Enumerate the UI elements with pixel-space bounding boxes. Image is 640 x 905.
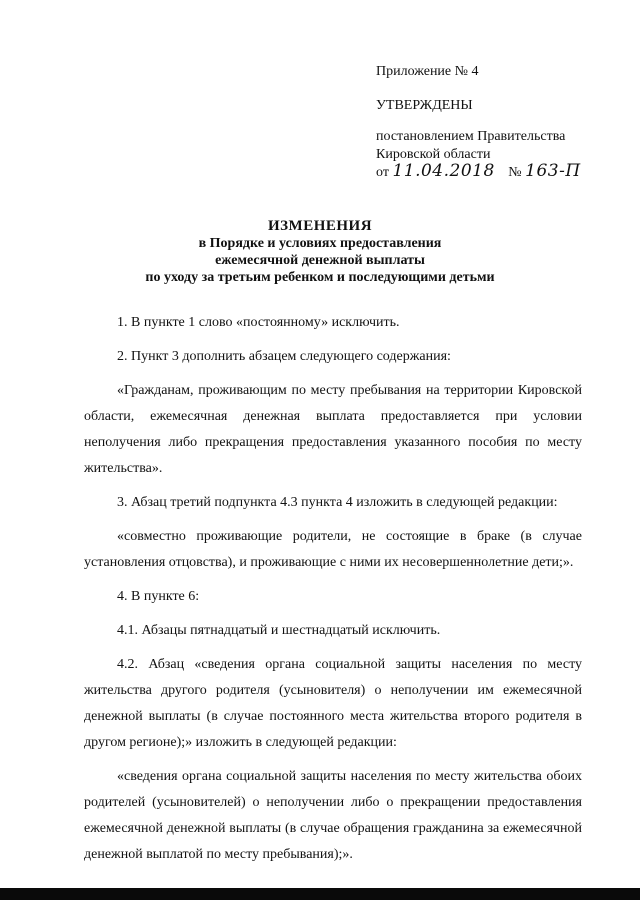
approval-date-line	[376, 162, 581, 182]
scan-edge-bar	[0, 888, 640, 900]
handwritten-date: 11.04.2018	[392, 161, 495, 181]
paragraph-8: 4.2. Абзац «сведения органа социальной защиты населения по месту жительства другого родителя (усыновителя) о неполучении им ежемесячной денежной выплаты (в случае постоянного места жительства второго родителя в другом регионе);» изложить в следующей редакции:	[84, 657, 582, 750]
title-heading: ИЗМЕНЕНИЯ	[267, 218, 373, 234]
date-prefix: от	[376, 165, 389, 180]
appendix-number: Приложение № 4	[376, 64, 479, 79]
paragraph-1: 1. В пункте 1 слово «постоянному» исключить.	[117, 315, 400, 330]
paragraph-2: 2. Пункт 3 дополнить абзацем следующего содержания:	[117, 349, 451, 364]
approved-by-line1: постановлением Правительства	[376, 129, 566, 144]
approved-by-line2: Кировской области	[376, 147, 491, 162]
handwritten-number: 163-П	[525, 161, 581, 181]
paragraph-5: «совместно проживающие родители, не состоящие в браке (в случае установления отцовства), и проживающие с ними их несовершеннолетние дети;».	[84, 529, 582, 570]
title-line-1: в Порядке и условиях предоставления	[198, 236, 442, 251]
approved-label: УТВЕРЖДЕНЫ	[376, 98, 473, 113]
document-body	[84, 310, 582, 876]
title-line-2: ежемесячной денежной выплаты	[215, 253, 425, 268]
paragraph-3: «Гражданам, проживающим по месту пребывания на территории Кировской области, ежемесячная денежная выплата предоставляется при условии неполучения либо прекращения предоставления указанного пособия по месту жительства».	[84, 383, 582, 476]
paragraph-4: 3. Абзац третий подпункта 4.3 пункта 4 изложить в следующей редакции:	[117, 495, 558, 510]
title-line-3: по уходу за третьим ребенком и последующими детьми	[145, 270, 495, 285]
paragraph-9: «сведения органа социальной защиты населения по месту жительства обоих родителей (усыновителей) о неполучении либо о прекращении предоставления ежемесячной денежной выплаты (в случае обращения гражданина за ежемесячной денежной выплатой по месту пребывания);».	[84, 769, 582, 862]
paragraph-7: 4.1. Абзацы пятнадцатый и шестнадцатый исключить.	[117, 623, 441, 638]
paragraph-6: 4. В пункте 6:	[117, 589, 200, 604]
number-prefix: №	[508, 165, 522, 180]
document-title	[60, 217, 580, 286]
